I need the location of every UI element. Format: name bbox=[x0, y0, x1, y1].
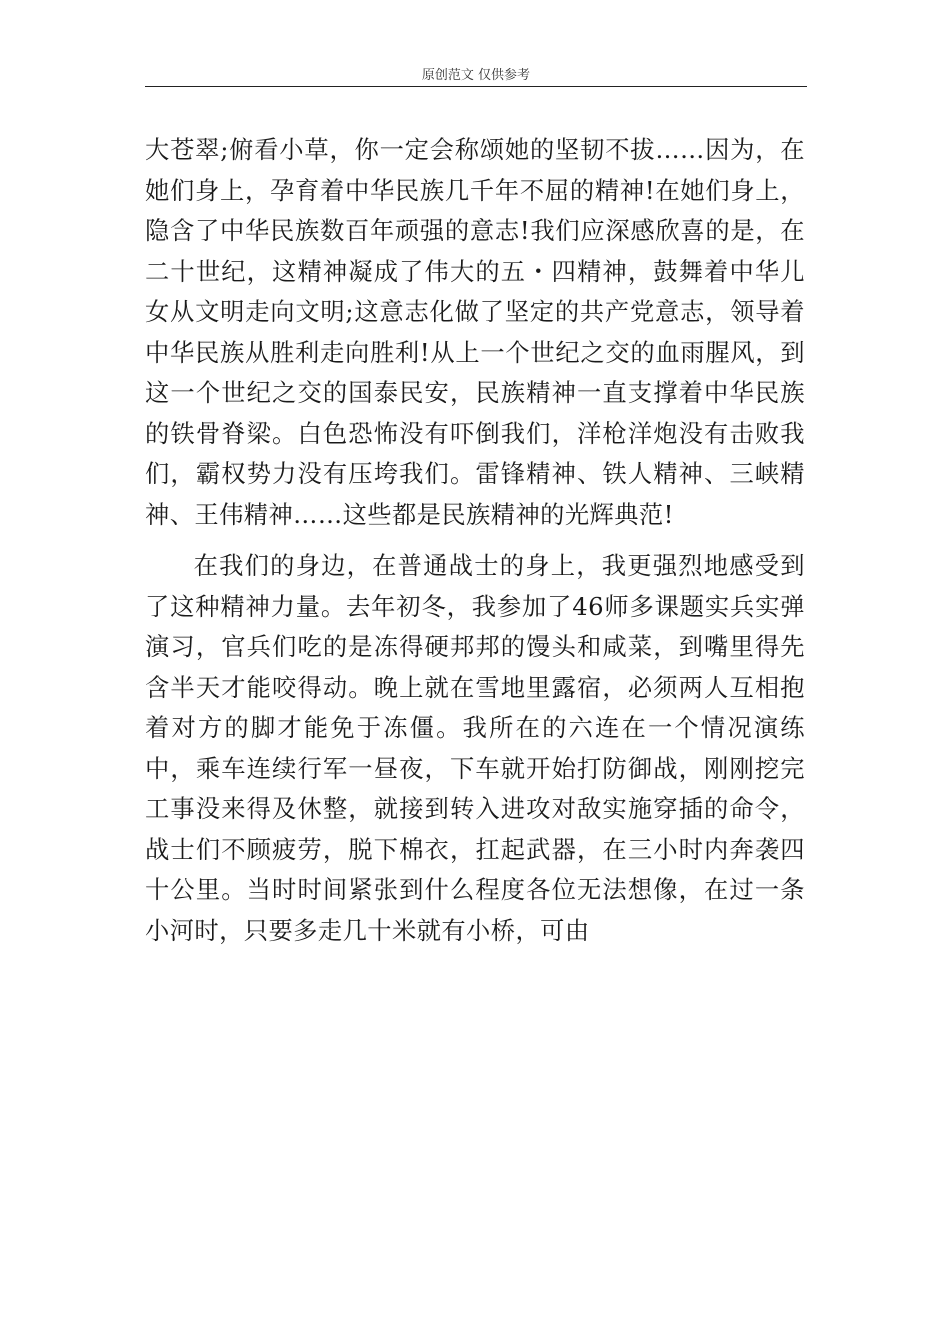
paragraph-spacer bbox=[145, 535, 805, 546]
page-header: 原创范文 仅供参考 bbox=[421, 68, 531, 83]
paragraph-2: 在我们的身边，在普通战士的身上，我更强烈地感受到了这种精神力量。去年初冬，我参加了46师多课题实兵实弹演习，官兵们吃的是冻得硬邦邦的馒头和咸菜，到嘴里得先含半天才能咬得动。晚上就在雪地里露宿，必须两人互相抱着对方的脚才能免于冻僵。我所在的六连在一个情况演练中，乘车连续行军一昼夜，下车就开始打防御战，刚刚挖完工事没来得及休整，就接到转入进攻对敌实施穿插的命令，战士们不顾疲劳，脱下棉衣，扛起武器，在三小时内奔袭四十公里。当时时间紧张到什么程度各位无法想像，在过一条小河时，只要多走几十米就有小桥，可由 bbox=[145, 551, 805, 945]
paragraph-1: 大苍翠;俯看小草，你一定会称颂她的坚韧不拔……因为，在她们身上，孕育着中华民族几千年不屈的精神!在她们身上，隐含了中华民族数百年顽强的意志!我们应深感欣喜的是，在二十世纪，这精神凝成了伟大的五・四精神，鼓舞着中华儿女从文明走向文明;这意志化做了坚定的共产党意志，领导着中华民族从胜利走向胜利!从上一个世纪之交的血雨腥风，到这一个世纪之交的国泰民安，民族精神一直支撑着中华民族的铁骨脊梁。白色恐怖没有吓倒我们，洋枪洋炮没有击败我们，霸权势力没有压垮我们。雷锋精神、铁人精神、三峡精神、王伟精神……这些都是民族精神的光辉典范! bbox=[145, 135, 805, 529]
header-divider bbox=[145, 86, 807, 87]
body-text bbox=[145, 130, 805, 951]
